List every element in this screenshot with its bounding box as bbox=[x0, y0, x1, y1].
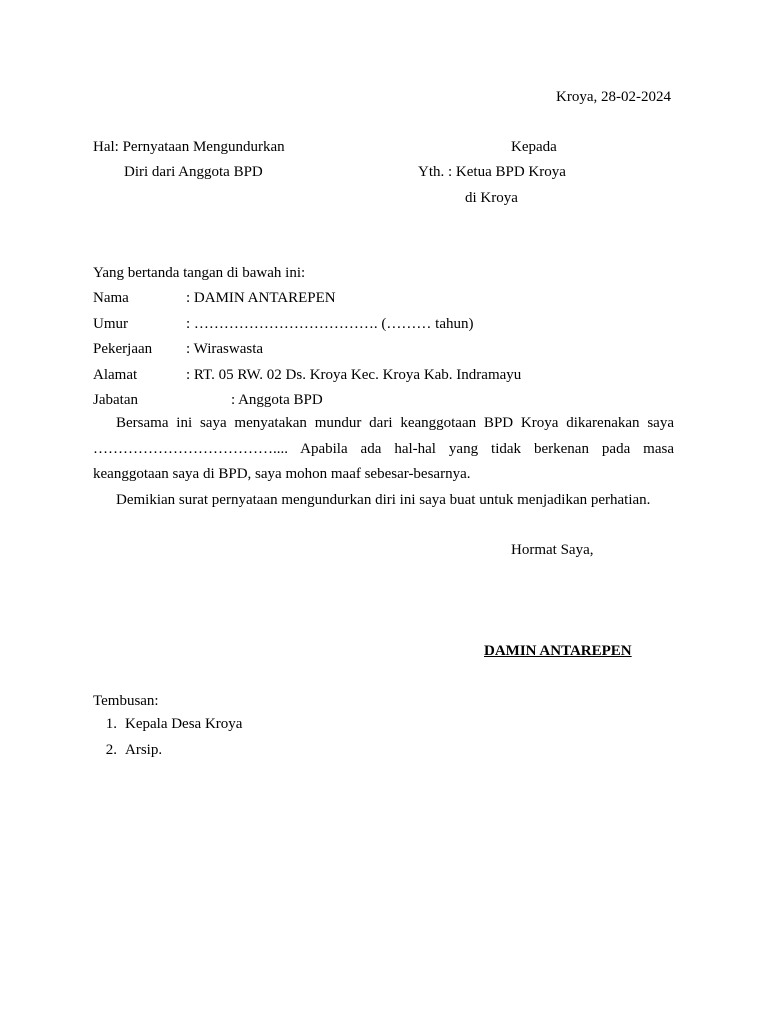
list-item bbox=[93, 714, 242, 740]
list-item-number: 2. bbox=[105, 742, 117, 758]
closing-salutation: Hormat Saya, bbox=[511, 542, 594, 558]
field-label-pekerjaan: Pekerjaan bbox=[93, 341, 153, 357]
field-value-alamat: : RT. 05 RW. 02 Ds. Kroya Kec. Kroya Kab. Indramayu bbox=[186, 367, 522, 383]
subject-line-1: Hal: Pernyataan Mengundurkan bbox=[93, 139, 285, 155]
subject-line-2: Diri dari Anggota BPD bbox=[124, 164, 263, 180]
list-item-text: Arsip. bbox=[125, 742, 163, 758]
field-label-alamat: Alamat bbox=[93, 367, 138, 383]
place-date: Kroya, 28-02-2024 bbox=[556, 89, 671, 105]
recipient-location: di Kroya bbox=[465, 190, 518, 206]
recipient-name: Yth. : Ketua BPD Kroya bbox=[418, 164, 566, 180]
signer-name: DAMIN ANTAREPEN bbox=[484, 643, 632, 659]
field-label-umur: Umur bbox=[93, 316, 128, 332]
identity-intro: Yang bertanda tangan di bawah ini: bbox=[93, 265, 306, 281]
field-label-nama: Nama bbox=[93, 290, 129, 306]
cc-list bbox=[93, 714, 242, 766]
recipient-label: Kepada bbox=[511, 139, 557, 155]
field-value-jabatan: : Anggota BPD bbox=[231, 392, 323, 408]
list-item-text: Kepala Desa Kroya bbox=[125, 716, 243, 732]
field-value-umur: : ………………………………. (……… tahun) bbox=[186, 316, 474, 332]
list-item-number: 1. bbox=[105, 716, 117, 732]
body-paragraph-2: Demikian surat pernyataan mengundurkan diri ini saya buat untuk menjadikan perhatian. bbox=[116, 492, 651, 508]
field-value-pekerjaan: : Wiraswasta bbox=[186, 341, 264, 357]
cc-label: Tembusan: bbox=[93, 693, 159, 709]
field-label-jabatan: Jabatan bbox=[93, 392, 138, 408]
list-item bbox=[93, 740, 242, 766]
field-value-nama: : DAMIN ANTAREPEN bbox=[186, 290, 336, 306]
body-paragraph-1: Bersama ini saya menyatakan mundur dari keanggotaan BPD Kroya dikarenakan saya ……………………………….... Apabila ada hal-hal yang tidak berkenan pada masa keanggotaan saya di BPD, saya mohon maaf sebesar-besarnya. bbox=[93, 415, 674, 482]
